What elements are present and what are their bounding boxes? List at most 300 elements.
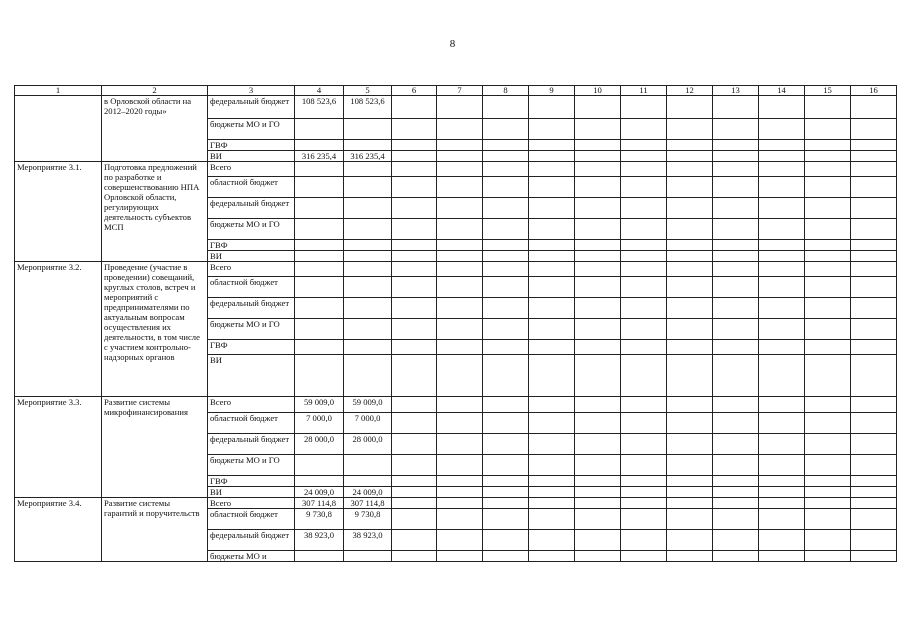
- empty-cell: [805, 551, 851, 562]
- empty-cell: [392, 498, 437, 509]
- empty-cell: [483, 96, 529, 119]
- empty-cell: [575, 476, 621, 487]
- value-col5: [344, 551, 392, 562]
- empty-cell: [621, 455, 667, 476]
- empty-cell: [851, 140, 897, 151]
- empty-cell: [667, 319, 713, 340]
- value-col4: [295, 177, 344, 198]
- empty-cell: [805, 298, 851, 319]
- empty-cell: [392, 509, 437, 530]
- empty-cell: [529, 355, 575, 397]
- empty-cell: [483, 455, 529, 476]
- value-col5: [344, 277, 392, 298]
- header-cell: 15: [805, 86, 851, 96]
- empty-cell: [759, 434, 805, 455]
- empty-cell: [805, 262, 851, 277]
- empty-cell: [483, 119, 529, 140]
- header-cell: 9: [529, 86, 575, 96]
- funding-source-cell: областной бюджет: [208, 509, 295, 530]
- empty-cell: [483, 355, 529, 397]
- empty-cell: [805, 119, 851, 140]
- value-col4: [295, 319, 344, 340]
- empty-cell: [667, 119, 713, 140]
- funding-source-cell: федеральный бюджет: [208, 298, 295, 319]
- empty-cell: [805, 177, 851, 198]
- empty-cell: [437, 319, 483, 340]
- value-col5: [344, 162, 392, 177]
- empty-cell: [851, 530, 897, 551]
- empty-cell: [851, 298, 897, 319]
- funding-source-cell: Всего: [208, 262, 295, 277]
- empty-cell: [805, 498, 851, 509]
- empty-cell: [667, 96, 713, 119]
- empty-cell: [575, 219, 621, 240]
- empty-cell: [621, 151, 667, 162]
- value-col4: [295, 240, 344, 251]
- empty-cell: [437, 251, 483, 262]
- empty-cell: [713, 530, 759, 551]
- empty-cell: [437, 530, 483, 551]
- empty-cell: [575, 96, 621, 119]
- value-col5: [344, 219, 392, 240]
- empty-cell: [437, 298, 483, 319]
- value-col5: [344, 119, 392, 140]
- empty-cell: [713, 298, 759, 319]
- empty-cell: [667, 434, 713, 455]
- value-col4: 9 730,8: [295, 509, 344, 530]
- empty-cell: [529, 240, 575, 251]
- empty-cell: [483, 198, 529, 219]
- value-col5: [344, 476, 392, 487]
- empty-cell: [483, 251, 529, 262]
- value-col4: 38 923,0: [295, 530, 344, 551]
- empty-cell: [575, 262, 621, 277]
- empty-cell: [759, 355, 805, 397]
- empty-cell: [529, 487, 575, 498]
- empty-cell: [851, 162, 897, 177]
- empty-cell: [529, 251, 575, 262]
- empty-cell: [621, 277, 667, 298]
- empty-cell: [621, 298, 667, 319]
- empty-cell: [437, 498, 483, 509]
- value-col4: [295, 262, 344, 277]
- measure-label-cell: Мероприятие 3.2.: [15, 262, 102, 397]
- empty-cell: [483, 498, 529, 509]
- empty-cell: [851, 434, 897, 455]
- empty-cell: [667, 551, 713, 562]
- empty-cell: [575, 119, 621, 140]
- empty-cell: [575, 277, 621, 298]
- value-col5: [344, 262, 392, 277]
- empty-cell: [392, 413, 437, 434]
- empty-cell: [805, 455, 851, 476]
- empty-cell: [621, 96, 667, 119]
- value-col4: 59 009,0: [295, 397, 344, 413]
- empty-cell: [621, 219, 667, 240]
- funding-source-cell: бюджеты МО и ГО: [208, 219, 295, 240]
- empty-cell: [621, 509, 667, 530]
- value-col4: [295, 476, 344, 487]
- empty-cell: [805, 140, 851, 151]
- empty-cell: [437, 240, 483, 251]
- empty-cell: [529, 277, 575, 298]
- empty-cell: [392, 177, 437, 198]
- empty-cell: [437, 455, 483, 476]
- empty-cell: [667, 177, 713, 198]
- funding-source-cell: Всего: [208, 397, 295, 413]
- empty-cell: [759, 262, 805, 277]
- empty-cell: [667, 262, 713, 277]
- empty-cell: [667, 151, 713, 162]
- empty-cell: [805, 487, 851, 498]
- empty-cell: [621, 434, 667, 455]
- empty-cell: [437, 277, 483, 298]
- empty-cell: [851, 509, 897, 530]
- empty-cell: [392, 355, 437, 397]
- empty-cell: [621, 355, 667, 397]
- empty-cell: [529, 298, 575, 319]
- header-cell: 5: [344, 86, 392, 96]
- empty-cell: [575, 455, 621, 476]
- empty-cell: [713, 413, 759, 434]
- empty-cell: [392, 198, 437, 219]
- empty-cell: [392, 240, 437, 251]
- funding-source-cell: ГВФ: [208, 476, 295, 487]
- empty-cell: [713, 319, 759, 340]
- empty-cell: [575, 240, 621, 251]
- empty-cell: [437, 198, 483, 219]
- empty-cell: [759, 140, 805, 151]
- value-col4: 307 114,8: [295, 498, 344, 509]
- funding-source-cell: областной бюджет: [208, 177, 295, 198]
- value-col5: [344, 198, 392, 219]
- empty-cell: [529, 96, 575, 119]
- empty-cell: [529, 119, 575, 140]
- empty-cell: [713, 355, 759, 397]
- empty-cell: [667, 397, 713, 413]
- empty-cell: [851, 340, 897, 355]
- table-row: [15, 397, 897, 413]
- empty-cell: [713, 219, 759, 240]
- value-col5: 307 114,8: [344, 498, 392, 509]
- empty-cell: [621, 397, 667, 413]
- funding-source-cell: ГВФ: [208, 140, 295, 151]
- empty-cell: [483, 476, 529, 487]
- empty-cell: [851, 455, 897, 476]
- empty-cell: [483, 277, 529, 298]
- empty-cell: [759, 413, 805, 434]
- empty-cell: [529, 140, 575, 151]
- empty-cell: [529, 340, 575, 355]
- empty-cell: [621, 251, 667, 262]
- empty-cell: [483, 340, 529, 355]
- measure-name-cell: Проведение (участие в проведении) совещаний, круглых столов, встреч и мероприятий с предпринимателями по актуальным вопросам осуществления их деятельности, в том числе с участием контрольно-надзорных органов: [102, 262, 208, 397]
- empty-cell: [621, 140, 667, 151]
- empty-cell: [575, 340, 621, 355]
- empty-cell: [529, 551, 575, 562]
- empty-cell: [713, 162, 759, 177]
- empty-cell: [851, 498, 897, 509]
- empty-cell: [483, 262, 529, 277]
- value-col4: [295, 298, 344, 319]
- empty-cell: [667, 498, 713, 509]
- empty-cell: [575, 298, 621, 319]
- empty-cell: [575, 251, 621, 262]
- table-row: [15, 96, 897, 119]
- funding-source-cell: ВИ: [208, 355, 295, 397]
- empty-cell: [851, 487, 897, 498]
- empty-cell: [851, 277, 897, 298]
- budget-table: [14, 85, 897, 562]
- empty-cell: [621, 487, 667, 498]
- empty-cell: [437, 434, 483, 455]
- header-cell: 8: [483, 86, 529, 96]
- empty-cell: [529, 219, 575, 240]
- empty-cell: [392, 162, 437, 177]
- empty-cell: [759, 476, 805, 487]
- empty-cell: [621, 413, 667, 434]
- header-cell: 6: [392, 86, 437, 96]
- empty-cell: [851, 177, 897, 198]
- empty-cell: [392, 487, 437, 498]
- value-col4: [295, 140, 344, 151]
- empty-cell: [759, 219, 805, 240]
- empty-cell: [392, 551, 437, 562]
- empty-cell: [621, 551, 667, 562]
- empty-cell: [667, 455, 713, 476]
- value-col4: 7 000,0: [295, 413, 344, 434]
- empty-cell: [667, 530, 713, 551]
- funding-source-cell: ГВФ: [208, 240, 295, 251]
- empty-cell: [805, 397, 851, 413]
- empty-cell: [437, 262, 483, 277]
- value-col4: [295, 340, 344, 355]
- empty-cell: [529, 498, 575, 509]
- value-col5: 108 523,6: [344, 96, 392, 119]
- empty-cell: [851, 355, 897, 397]
- empty-cell: [759, 162, 805, 177]
- empty-cell: [437, 119, 483, 140]
- empty-cell: [575, 177, 621, 198]
- measure-name-cell: в Орловской области на 2012–2020 годы»: [102, 96, 208, 162]
- empty-cell: [483, 319, 529, 340]
- empty-cell: [483, 151, 529, 162]
- empty-cell: [759, 340, 805, 355]
- empty-cell: [575, 413, 621, 434]
- empty-cell: [621, 198, 667, 219]
- empty-cell: [621, 476, 667, 487]
- empty-cell: [805, 476, 851, 487]
- empty-cell: [805, 530, 851, 551]
- funding-source-cell: ВИ: [208, 151, 295, 162]
- empty-cell: [483, 487, 529, 498]
- empty-cell: [575, 530, 621, 551]
- header-cell: 4: [295, 86, 344, 96]
- empty-cell: [392, 119, 437, 140]
- empty-cell: [805, 340, 851, 355]
- empty-cell: [483, 140, 529, 151]
- empty-cell: [713, 140, 759, 151]
- empty-cell: [392, 455, 437, 476]
- empty-cell: [483, 240, 529, 251]
- empty-cell: [667, 340, 713, 355]
- empty-cell: [529, 455, 575, 476]
- empty-cell: [437, 476, 483, 487]
- funding-source-cell: ВИ: [208, 251, 295, 262]
- empty-cell: [392, 319, 437, 340]
- header-cell: 14: [759, 86, 805, 96]
- empty-cell: [805, 355, 851, 397]
- page-number: 8: [449, 38, 456, 50]
- empty-cell: [759, 530, 805, 551]
- value-col5: [344, 355, 392, 397]
- measure-name-cell: Развитие системы микрофинансирования: [102, 397, 208, 498]
- empty-cell: [805, 434, 851, 455]
- funding-source-cell: федеральный бюджет: [208, 434, 295, 455]
- header-cell: 3: [208, 86, 295, 96]
- empty-cell: [667, 251, 713, 262]
- empty-cell: [529, 162, 575, 177]
- empty-cell: [713, 240, 759, 251]
- empty-cell: [437, 509, 483, 530]
- empty-cell: [713, 397, 759, 413]
- header-cell: 13: [713, 86, 759, 96]
- value-col5: 7 000,0: [344, 413, 392, 434]
- funding-source-cell: Всего: [208, 498, 295, 509]
- funding-source-cell: федеральный бюджет: [208, 530, 295, 551]
- table-row: [15, 262, 897, 277]
- empty-cell: [667, 240, 713, 251]
- empty-cell: [667, 162, 713, 177]
- empty-cell: [392, 434, 437, 455]
- empty-cell: [805, 277, 851, 298]
- value-col5: 38 923,0: [344, 530, 392, 551]
- empty-cell: [851, 413, 897, 434]
- empty-cell: [575, 551, 621, 562]
- empty-cell: [759, 509, 805, 530]
- empty-cell: [667, 355, 713, 397]
- empty-cell: [851, 262, 897, 277]
- empty-cell: [759, 397, 805, 413]
- empty-cell: [713, 551, 759, 562]
- empty-cell: [805, 219, 851, 240]
- header-cell: 16: [851, 86, 897, 96]
- empty-cell: [529, 413, 575, 434]
- value-col5: [344, 455, 392, 476]
- empty-cell: [667, 509, 713, 530]
- empty-cell: [483, 434, 529, 455]
- empty-cell: [392, 397, 437, 413]
- funding-source-cell: Всего: [208, 162, 295, 177]
- empty-cell: [851, 397, 897, 413]
- funding-source-cell: федеральный бюджет: [208, 96, 295, 119]
- empty-cell: [759, 251, 805, 262]
- empty-cell: [483, 162, 529, 177]
- empty-cell: [713, 119, 759, 140]
- empty-cell: [392, 151, 437, 162]
- empty-cell: [437, 487, 483, 498]
- empty-cell: [805, 509, 851, 530]
- empty-cell: [575, 140, 621, 151]
- measure-label-cell: Мероприятие 3.4.: [15, 498, 102, 562]
- empty-cell: [805, 151, 851, 162]
- empty-cell: [483, 509, 529, 530]
- empty-cell: [529, 476, 575, 487]
- empty-cell: [667, 277, 713, 298]
- value-col4: 28 000,0: [295, 434, 344, 455]
- empty-cell: [805, 240, 851, 251]
- value-col4: [295, 162, 344, 177]
- empty-cell: [759, 298, 805, 319]
- header-cell: 12: [667, 86, 713, 96]
- empty-cell: [483, 397, 529, 413]
- empty-cell: [575, 198, 621, 219]
- empty-cell: [529, 434, 575, 455]
- empty-cell: [392, 262, 437, 277]
- empty-cell: [713, 455, 759, 476]
- empty-cell: [529, 397, 575, 413]
- empty-cell: [392, 530, 437, 551]
- empty-cell: [529, 198, 575, 219]
- empty-cell: [851, 240, 897, 251]
- empty-cell: [667, 413, 713, 434]
- empty-cell: [621, 262, 667, 277]
- empty-cell: [575, 487, 621, 498]
- empty-cell: [759, 498, 805, 509]
- value-col4: 316 235,4: [295, 151, 344, 162]
- value-col4: 24 009,0: [295, 487, 344, 498]
- value-col5: [344, 251, 392, 262]
- value-col4: [295, 455, 344, 476]
- empty-cell: [529, 530, 575, 551]
- empty-cell: [575, 397, 621, 413]
- measure-label-cell: Мероприятие 3.1.: [15, 162, 102, 262]
- empty-cell: [575, 151, 621, 162]
- empty-cell: [851, 319, 897, 340]
- empty-cell: [713, 251, 759, 262]
- empty-cell: [851, 198, 897, 219]
- empty-cell: [713, 487, 759, 498]
- empty-cell: [713, 277, 759, 298]
- empty-cell: [713, 151, 759, 162]
- value-col5: 24 009,0: [344, 487, 392, 498]
- header-cell: 10: [575, 86, 621, 96]
- value-col5: 9 730,8: [344, 509, 392, 530]
- empty-cell: [437, 340, 483, 355]
- empty-cell: [437, 551, 483, 562]
- empty-cell: [483, 298, 529, 319]
- value-col4: [295, 251, 344, 262]
- empty-cell: [851, 551, 897, 562]
- value-col4: [295, 355, 344, 397]
- empty-cell: [667, 298, 713, 319]
- empty-cell: [437, 355, 483, 397]
- empty-cell: [851, 96, 897, 119]
- empty-cell: [667, 198, 713, 219]
- empty-cell: [529, 151, 575, 162]
- empty-cell: [437, 96, 483, 119]
- empty-cell: [621, 498, 667, 509]
- empty-cell: [759, 455, 805, 476]
- empty-cell: [392, 251, 437, 262]
- empty-cell: [759, 319, 805, 340]
- funding-source-cell: федеральный бюджет: [208, 198, 295, 219]
- empty-cell: [759, 151, 805, 162]
- empty-cell: [575, 355, 621, 397]
- empty-cell: [851, 219, 897, 240]
- measure-label-cell: Мероприятие 3.3.: [15, 397, 102, 498]
- empty-cell: [759, 551, 805, 562]
